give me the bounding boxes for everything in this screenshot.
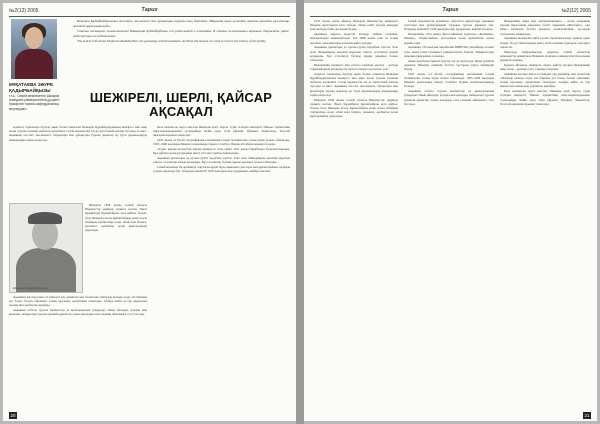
- paragraph: 1903 жылы ол Ресей географиялық қоғамының Семей бөлімшесіне толық мүше болып сайланады. 1905–1906 жылдары Меккеге қажылыққа барып, Стамбул, Париж кітапханаларында болады.: [153, 138, 290, 147]
- shakarim-portrait: [9, 203, 83, 293]
- paragraph: Адамзат тарихында біртуар ақын болып танылған Шәкәрім Құдайбердіұлының шежіресі мен өмір жолы туралы ғылыми еңбектер жеткілікті. Соған қарамастан әлі де зерттелмей жатқан тұстары аз емес. Ақынның ата-тегі, әке-шешесі, бауырлары мен ұрпақтары туралы деректер әр түрлі дереккөздерде шашыраңқы күйде кездеседі.: [9, 125, 147, 142]
- paragraph: Ақынның жастық шағы ел ішіндегі дау-дамайлар мен болыстық сайлаулар кезінде өтеді. Ол бірнеше рет болыс болып сайланып, халық арасында әділдігімен танылады. Алайда кейін ол бар ықыласын ғылым мен әдебиетке арнайды.: [500, 71, 590, 89]
- author-info: т.ғ.к., Семей мемлекеттік Шәкәрім атындағы университетінің доценті, Қазақстан тарихы кафедрасының меңгерушісі: [9, 94, 61, 111]
- paragraph: Ақынның отбасы туралы мәліметтер де қызығушылық тудырады. Оның әйелдері, ұлдары мен қыздары, немерелері туралы архивтік құжаттар соңғы жылдары ғана ғылыми айналымға түсе бастады.: [9, 308, 147, 317]
- paragraph: Шәкәрімнің шежіресі мен отбасы тарихын зерттеу – ұлттық тарихымыздың ақтаңдақ беттерін толтыруға қосылған үлес.: [310, 62, 398, 72]
- left-column-1-bottom: [9, 295, 147, 413]
- abstract-russian: Статья посвящена жизнеописанию Шакарима Кудайбердиева, его родословной и потомкам. В статье использованы архивные документы, ранее недоступные исследователям.: [73, 29, 289, 38]
- right-column-3: [500, 19, 590, 415]
- paragraph: Адамзат тарихында біртуар ақын болып танылған Шәкәрім Құдайбердіұлының шежіресі мен өмір жолы туралы ғылыми еңбектер жеткілікті. Соған қарамастан әлі де зерттелмей жатқан тұстары аз емес. Ақынның ата-тегі, әке-шешесі, бауырлары мен ұрпақтары туралы деректер әр түрлі дереккөздерде шашыраңқы күйде кездеседі.: [310, 71, 398, 97]
- paragraph: Мақалада пайдаланылған деректер Семей облыстық мемлекеттік архиві мен Шәкәрім атындағы университеттің ғылыми қорынан алынды.: [500, 49, 590, 63]
- left-column-1-top: [9, 125, 147, 201]
- abstract-english: The article tells about Shakarim Kudaiberdiev, his genealogy and descendants. Archival documents are used to restore the history of the family.: [77, 39, 267, 43]
- article-title: ШЕЖІРЕЛІ, ШЕРЛІ, ҚАЙСАР АҚСАҚАЛ: [89, 90, 273, 119]
- right-page: [304, 3, 597, 421]
- left-column-1-beside-portrait: [85, 203, 147, 291]
- left-page: [3, 3, 296, 421]
- paragraph: Ақынның ұрпақтары да қуғын-сүргін зардабын тартты. Ұлы Ахат Шәкәрімұлы әкесінің мұрасын сақтап, естеліктер жазып қалдырды. Бұл естеліктер бүгінде құнды дереккөз болып табылады.: [310, 45, 398, 63]
- abstract-kazakh: Шәкәрім Құдайбердіұлының шежіресі, әке-шешесі мен ұрпақтары туралы тың деректер. Мақалада ақын әулетінің тарихы архивтік құжаттар негізінде қарастырылады.: [73, 19, 289, 28]
- paragraph: Ақынның 150 жылдық мерейтойы ЮНЕСКО деңгейінде аталып өтіп, оның есімі Семейдегі университетке берілді. Шыңғыстауда мемориалдық кешен салынды.: [404, 45, 494, 58]
- paragraph: Шәкәрім 1858 жылы Семей облысы Шыңғыстау өңірінде дүниеге келген. Әкесі Құдайберді Құнанбайұлы ерте қайтыс болып, бала Шәкәрім атасы Құнанбайдың және ағасы Абайдың тәрбиесінде өседі. Абай оған білімге, ғылымға, әдебиетке деген құштарлықты дарытады.: [85, 203, 147, 233]
- paragraph: Ақынның ұрпақтары да қуғын-сүргін зардабын тартты. Ұлы Ахат Шәкәрімұлы әкесінің мұрасын сақтап, естеліктер жазып қалдырды. Бұл естеліктер бүгінде құнды дереккөз болып табылады.: [153, 156, 290, 165]
- page-gutter: [296, 0, 304, 424]
- section-name: Тарих: [141, 7, 158, 13]
- issue-number: №2(12) 2005: [9, 8, 39, 14]
- paragraph: Ақынның жастық шағы ел ішіндегі дау-дамайлар мен болыстық сайлаулар кезінде өтеді. Ол бірнеше рет болыс болып сайланып, халық арасында әділдігімен танылады. Алайда кейін ол бар ықыласын ғылым мен әдебиетке арнайды.: [9, 295, 147, 308]
- right-column-2: [404, 19, 494, 415]
- author-name: МҰҚАТАЕВА ЗӘУРЕ ҚАДЫРБАЙҚЫЗЫ: [9, 82, 54, 93]
- paragraph: Шәкәрімнің өмірі мен шығармашылығы – қазақ халқының рухани мұрасының ажырамас бөлігі. Ақынның «Жастарға», «Ар ілімі» еңбектері бүгінгі ұрпақты адамгершілікке, ар-ождан тазалығына шақырады.: [500, 19, 590, 36]
- paragraph: Ақынның шежірелік еңбегі қазақ тарихнамасында ерекше орын алады. Ол ру-тайпалардың шығу тегін ғылыми тұрғыдан саралауға тырысты.: [500, 36, 590, 49]
- paragraph: 1903 жылы ол Ресей географиялық қоғамының Семей бөлімшесіне толық мүше болып сайланады. 1905–1906 жылдары Меккеге қажылыққа барып, Стамбул, Париж кітапханаларында болады.: [404, 71, 494, 89]
- left-page-header: [9, 5, 290, 17]
- paragraph: Семей мемлекеттік архивінде сақталған құжаттарда ақынның туыстары мен ұрпақтарының тағдыры туралы деректер бар. Олардың көпшілігі 1930 жылдары жер аударылып, кейбірі атылған.: [404, 19, 494, 32]
- abstract: [73, 19, 289, 45]
- paragraph: 1931 жылы қазан айында Шәкәрім Шыңғыстау өңіріндегі Шақпақ қыстағында қаза табады. Оның өлімі туралы шындық ұзақ жылдар бойы жасырын болды.: [310, 19, 398, 32]
- paragraph: «Түрік, қырғыз-қазақ һәм хандар шежіресі» атты еңбегі 1911 жылы Орынборда басылып шығады. Бұл еңбекте қазақ руларының шығу тегі мен тарихы баяндалады.: [153, 147, 290, 156]
- paragraph: Ақынның отбасы туралы мәліметтер де қызығушылық тудырады. Оның әйелдері, ұлдары мен қыздары, немерелері туралы архивтік құжаттар соңғы жылдары ғана ғылыми айналымға түсе бастады.: [404, 89, 494, 106]
- portrait-caption: Шәкәрім Құдайбердіұлы: [13, 286, 48, 290]
- paragraph: Шәкәрім 1858 жылы Семей облысы Шыңғыстау өңірінде дүниеге келген. Әкесі Құдайберді Құнанбайұлы ерте қайтыс болып, бала Шәкәрім атасы Құнанбайдың және ағасы Абайдың тәрбиесінде өседі. Абай оған білімге, ғылымға, әдебиетке деген құштарлықты дарытады.: [310, 97, 398, 119]
- left-column-2: [153, 125, 290, 417]
- page-number: 21: [584, 413, 590, 418]
- right-page-header: [310, 5, 591, 17]
- paragraph: Шәкәрімнің «Үш анық» философиялық трактаты, «Қалқаман–Мамыр», «Еңлік–Кебек» дастандары қазақ әдебиетінің алтын қорына енді.: [404, 32, 494, 45]
- right-column-1: [310, 19, 398, 415]
- author-photo: [11, 19, 57, 79]
- paragraph: Ақын әулетінің тарихын зерттеу әлі де жалғасуда. Жаңа архивтік деректер Шәкәрім өмірінің белгісіз тұстарын ашуға мүмкіндік береді.: [404, 58, 494, 72]
- paragraph: Семей мемлекеттік архивінде сақталған құжаттарда ақынның туыстары мен ұрпақтарының тағдыры туралы деректер бар. Олардың көпшілігі 1930 жылдары жер аударылып, кейбірі атылған.: [153, 165, 290, 174]
- paragraph: Қорыта айтқанда, шежірелі, шерлі, қайсар ақсақал Шәкәрімнің өмір жолы – ұрпаққа үлгі, тарихқа тағылым.: [500, 62, 590, 72]
- page-number: 20: [10, 413, 16, 418]
- paragraph: Ақынның мұрасы кеңестік кезеңде тыйым салынып, шығармалары жарияланбады. Тек 1988 жылы ғана ол толық ақталып, шығармалары халқына қайта оралды.: [310, 32, 398, 45]
- paragraph: Бала кезінен-ақ оқуға ынталы Шәкәрім араб, парсы, түрік тілдерін меңгеріп, Шығыс әдебиетінің інжу-маржандарымен сусындайды. Кейін орыс тілін үйреніп, Пушкин, Лермонтов, Толстой шығармаларымен танысады.: [500, 89, 590, 106]
- section-name: Тарих: [442, 7, 459, 13]
- paragraph: Бала кезінен-ақ оқуға ынталы Шәкәрім араб, парсы, түрік тілдерін меңгеріп, Шығыс әдебиетінің інжу-маржандарымен сусындайды. Кейін орыс тілін үйреніп, Пушкин, Лермонтов, Толстой шығармаларымен танысады.: [153, 125, 290, 138]
- issue-number: №2(12) 2005: [561, 8, 591, 14]
